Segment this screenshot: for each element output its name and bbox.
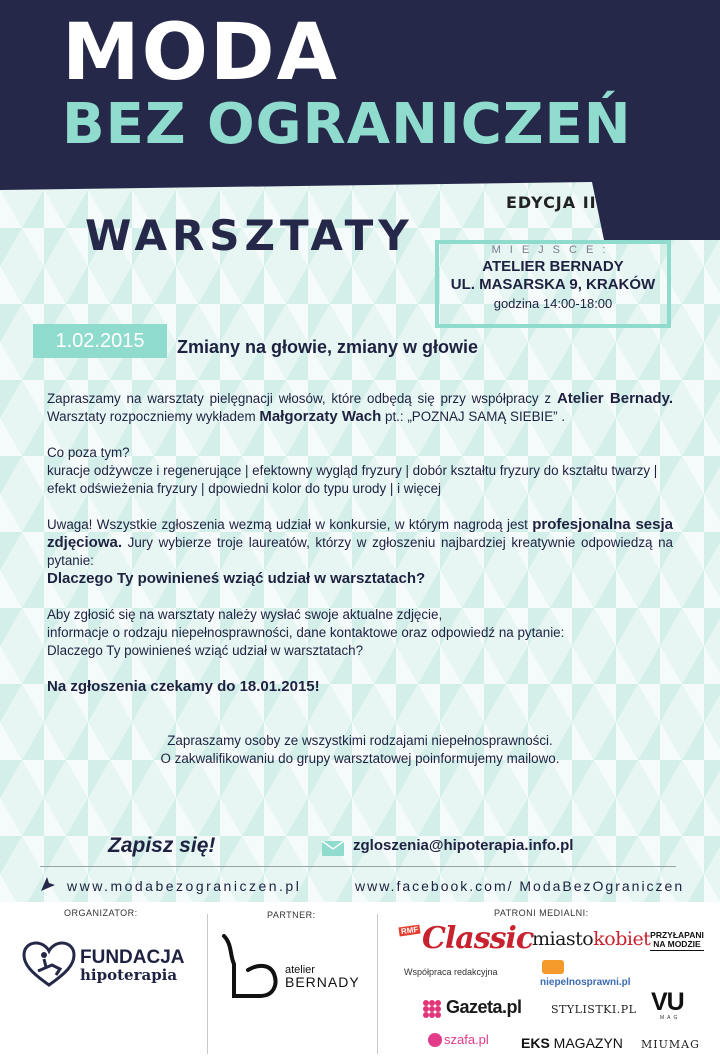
main-subtitle: BEZ OGRANICZEŃ [62,92,632,157]
date-badge: 1.02.2015 [33,324,167,358]
kobiet-text: kobiet [593,928,651,950]
envelope-icon [322,841,344,856]
patrons-label: PATRONI MEDIALNI: [494,908,589,918]
lecture-title: pt.: „POZNAJ SAMĄ SIEBIE” . [381,409,566,424]
venue-name: ATELIER BERNADY [482,258,624,275]
eks-text: EKS [521,1035,550,1051]
miumag-logo: MIUMAG [641,1038,700,1051]
contest-paragraph [47,516,673,570]
szafa-icon [428,1033,442,1047]
classic-note: Współpraca redakcyjna [404,967,498,977]
partner-name: BERNADY [285,974,360,990]
venue-box [435,240,671,328]
gazeta-dots-icon [421,998,443,1020]
niepelnosprawni-logo: niepelnosprawni.pl [540,977,631,988]
extras-list: kuracje odżywcze i regenerujące | efektowny wygląd fryzury | dobór kształtu fryzury do kształtu twarzy | efekt odświeżenia fryzury | dpowiedni kolor do typu urody | i więcej [47,463,658,496]
signup-instructions-2: informacje o rodzaju niepełnosprawności, dane kontaktowe oraz odpowiedź na pytanie: [47,625,565,640]
niepelnosprawni-icon [542,960,564,974]
intro-text-2: Warsztaty rozpoczniemy wykładem [47,409,260,424]
extras-question: Co poza tym? [47,445,130,460]
przylapani-logo: PRZYŁAPANI NA MODZIE [650,930,704,949]
szafa-logo: szafa.pl [444,1032,489,1047]
heart-rider-icon [22,941,76,989]
deadline: Na zgłoszenia czekamy do 18.01.2015! [47,678,320,695]
speaker-name: Małgorzaty Wach [259,408,382,425]
divider [40,866,676,867]
miasto-text: miasto [532,928,594,950]
partner-prefix: atelier [285,964,315,976]
contact-email[interactable]: zgloszenia@hipoterapia.info.pl [353,837,574,854]
contest-text: Uwaga! Wszystkie zgłoszenia wezmą udział w konkursie, w którym nagrodą jest [47,517,533,532]
contest-text-2: Jury wybierze troje laureatów, którzy w zgłoszeniu najbardziej kreatywnie odpowiedzą na pytanie: [47,535,673,568]
prize-highlight: profesjonalna sesja zdjęciowa. [47,516,673,551]
invite-line-1: Zapraszamy osoby ze wszystkimi rodzajami niepełnosprawności. [167,733,553,748]
organizer-subname: hipoterapia [80,966,178,984]
atelier-bernady-logo-icon [220,934,280,1000]
website-link[interactable]: www.modabezograniczen.pl [67,878,302,894]
sponsors-footer [0,902,720,1059]
gazeta-logo: Gazeta.pl [446,997,522,1017]
stylistki-logo: STYLISTKI.PL [551,1003,637,1016]
organizer-label: ORGANIZATOR: [64,908,138,918]
section-title: WARSZTATY [85,211,414,260]
invite-line-2: O zakwalifikowaniu do grupy warsztatowej poinformujemy mailowo. [160,751,560,766]
atelier-highlight: Atelier Bernady. [556,390,673,407]
organizer-name: FUNDACJA [80,947,185,968]
event-title: Zmiany na głowie, zmiany w głowie [177,337,479,357]
footer-divider [377,914,378,1054]
intro-paragraph [47,390,673,426]
signup-instructions-1: Aby zgłosić się na warsztaty należy wysłać swoje aktualne zdjęcie, [47,607,443,622]
venue-label: MIEJSCE: [491,244,615,256]
eks-magazyn-logo [521,1035,623,1051]
facebook-link[interactable]: www.facebook.com/ ModaBezOgraniczen [355,878,685,894]
signup-heading: Zapisz się! [108,834,216,857]
classic-logo: Classic [422,921,534,956]
vu-mag-label: MAG [660,1015,681,1021]
cursor-arrow-icon [39,875,57,893]
edition-label: EDYCJA II [506,193,597,212]
main-title: MODA [62,8,340,98]
rmf-logo: RMF [400,924,419,937]
intro-text: Zapraszamy na warsztaty pielęgnacji włosów, które odbędą się przy współpracy z [47,391,557,406]
magazyn-text: MAGAZYN [549,1035,623,1051]
miastokobiet-logo [532,928,650,950]
partner-label: PARTNER: [267,910,316,920]
vu-logo: VU [651,988,684,1016]
contest-question: Dlaczego Ty powinieneś wziąć udział w warsztatach? [47,570,426,587]
venue-address: UL. MASARSKA 9, KRAKÓW [450,276,656,293]
signup-instructions-3: Dlaczego Ty powinieneś wziąć udział w warsztatach? [47,643,364,658]
event-description [47,390,673,768]
footer-divider [207,914,208,1054]
venue-hours: godzina 14:00-18:00 [493,296,613,311]
